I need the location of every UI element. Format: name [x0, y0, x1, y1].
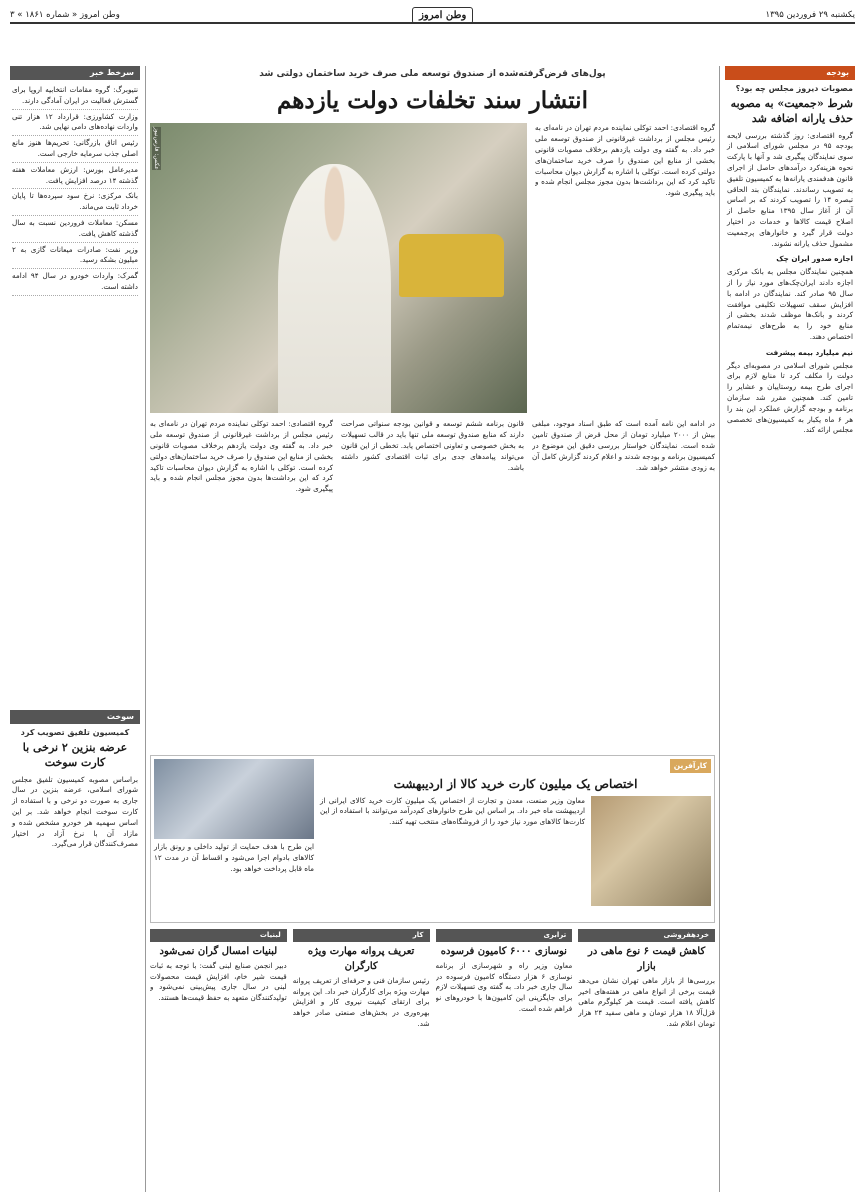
block-label: لبنیات — [150, 929, 287, 942]
list-item: وزیر نفت: صادرات میعانات گازی به ۲ میلیون بشکه رسید. — [12, 243, 138, 270]
list-item: وزارت کشاورزی: قرارداد ۱۲ هزار تنی واردات نهاده‌های دامی نهایی شد. — [12, 110, 138, 137]
article-body: گروه اقتصادی: احمد توکلی نماینده مردم تهران در نامه‌ای به رئیس مجلس از برداشت غیرقانونی از صندوق توسعه ملی خبر داد. به گفته وی دولت یازدهم برخلاف مصوبات قانونی بخشی از منابع این صندوق را صرف خرید ساختمان‌های دولتی کرده است. توکلی با اشاره به گزارش دیوان محاسبات تاکید کرد که این برداشت‌ها بدون مجوز مجلس انجام شده و باید پیگیری شود. — [150, 419, 333, 494]
page-date: یکشنبه ۲۹ فروردین ۱۳۹۵ — [765, 9, 855, 20]
list-item: نتیوبرگ: گروه مقامات انتخابیه اروپا برای گسترش فعالیت در ایران آمادگی دارند. — [12, 83, 138, 110]
card-photo — [154, 759, 314, 839]
bottom-strip — [150, 929, 715, 1192]
list-item: مسکن: معاملات فروردین نسبت به سال گذشته کاهش یافت. — [12, 216, 138, 243]
column-divider — [719, 66, 720, 1192]
article-body: گروه اقتصادی: احمد توکلی نماینده مردم تهران در نامه‌ای به رئیس مجلس از برداشت غیرقانونی از صندوق توسعه ملی خبر داد. به گفته وی دولت یازدهم برخلاف مصوبات قانونی بخشی از منابع این صندوق را صرف خرید ساختمان‌های دولتی کرده است. توکلی با اشاره به گزارش دیوان محاسبات تاکید کرد که این برداشت‌ها بدون مجوز مجلس انجام شده و باید پیگیری شود. — [535, 123, 715, 198]
main-story-area — [150, 66, 715, 1192]
block-title: تعریف پروانه مهارت ویژه کارگران — [307, 945, 415, 972]
article-headline: عرضه بنزین ۲ نرخی با کارت سوخت — [22, 741, 128, 769]
article-kicker: کمیسیون تلفیق تصویب کرد — [20, 728, 130, 737]
news-block — [293, 929, 430, 1192]
block-body: رئیس سازمان فنی و حرفه‌ای از تعریف پروانه مهارت ویژه برای کارگران خبر داد. این پروانه برای ارتقای کیفیت نیروی کار و افزایش بهره‌وری در بخش‌های صنعتی صادر خواهد شد. — [292, 975, 430, 1029]
section-label: بودجه — [725, 66, 855, 80]
issue-number: وطن امروز « شماره ۱۸۶۱ » ۳ — [10, 9, 120, 20]
section-label: سوخت — [10, 710, 140, 724]
news-block — [150, 929, 287, 1192]
main-kicker: پول‌های قرض‌گرفته‌شده از صندوق توسعه ملی صرف خرید ساختمان دولتی شد — [259, 69, 606, 79]
card-label: کارآفرین — [670, 759, 711, 772]
right-column — [725, 66, 855, 1192]
card-title: اختصاص یک میلیون کارت خرید کالا از اردیبهشت — [393, 776, 638, 791]
news-block — [578, 929, 715, 1192]
article-subhead: اجازه صدور ایران چک — [776, 254, 853, 264]
news-block — [436, 929, 573, 1192]
article-headline: شرط «جمعیت» به مصوبه حذف یارانه اضافه شد — [730, 97, 853, 125]
block-label: ترابری — [436, 929, 573, 942]
article-body: مجلس شورای اسلامی در مصوبه‌ای دیگر دولت را مکلف کرد تا منابع لازم برای اجرای طرح بیمه روستاییان و عشایر را تامین کند. همچنین مقرر شد سازمان برنامه و بودجه گزارش عملکرد این بند را هر ۶ ماه یکبار به کمیسیون‌های تخصصی مجلس ارائه کند. — [727, 360, 854, 435]
block-title: لبنیات امسال گران نمی‌شود — [159, 945, 278, 957]
left-column — [10, 66, 140, 1192]
paper-logo: وطن امروز — [412, 7, 473, 24]
block-body: دبیر انجمن صنایع لبنی گفت: با توجه به ثبات قیمت شیر خام، افزایش قیمت محصولات لبنی در سال جاری پیش‌بینی نمی‌شود و تولیدکنندگان متعهد به حفظ قیمت‌ها هستند. — [150, 960, 287, 1003]
article-subhead: نیم میلیارد بیمه پیشرفت — [765, 347, 853, 357]
main-headline: انتشار سند تخلفات دولت یازدهم — [277, 86, 588, 114]
block-label: خردهفروشی — [578, 929, 715, 942]
list-item: بانک مرکزی: نرخ سود سپرده‌ها تا پایان خرداد ثابت می‌ماند. — [12, 189, 138, 216]
photo-caption: عکس: فارس‌نیوز — [153, 127, 160, 171]
feature-card — [150, 755, 715, 923]
card-body: معاون وزیر صنعت، معدن و تجارت از اختصاص یک میلیون کارت خرید کالای ایرانی از اردیبهشت ماه خبر داد. بر اساس این طرح خانوارهای کم‌درآمد می‌توانند با استفاده از این کارت‌ها کالاهای مورد نیاز خود را از فروشگاه‌های منتخب تهیه کنند. — [320, 795, 585, 827]
column-divider — [145, 66, 146, 1192]
article-kicker: مصوبات دیروز مجلس چه بود؟ — [735, 84, 853, 93]
block-body: معاون وزیر راه و شهرسازی از برنامه نوسازی ۶ هزار دستگاه کامیون فرسوده در سال جاری خبر داد. به گفته وی تسهیلات لازم برای جایگزینی این کامیون‌ها با خودروهای نو فراهم شده است. — [435, 960, 573, 1014]
masthead — [10, 8, 855, 24]
block-title: نوسازی ۶۰۰۰ کامیون فرسوده — [440, 945, 567, 957]
article-body: براساس مصوبه کمیسیون تلفیق مجلس شورای اسلامی، عرضه بنزین در سال جاری به صورت دو نرخی و با استفاده از کارت سوخت انجام خواهد شد. بر این اساس سهمیه هر خودرو مشخص شده و مازاد آن با نرخ آزاد در اختیار مصرف‌کنندگان قرار می‌گیرد. — [12, 774, 138, 849]
main-photo — [150, 123, 527, 413]
section-label: سرخط خبر — [10, 66, 140, 80]
list-item: رئیس اتاق بازرگانی: تحریم‌ها هنوز مانع اصلی جذب سرمایه خارجی است. — [12, 136, 138, 163]
article-body: گروه اقتصادی: روز گذشته بررسی لایحه بودجه ۹۵ در مجلس شورای اسلامی از سوی نمایندگان پیگیری شد و آنها با پارکت نحوه هزینه‌کرد درآمدهای حاصل از اجرای قانون هدفمندی یارانه‌ها به کمیسیون تلفیق به تصویب رساندند. نمایندگان بند الحاقی تبصره ۱۴ را تصویب کردند که بر اساس آن از آغاز سال ۱۳۹۵ منابع حاصل از اصلاح قیمت کالاها و خدمات در اختیار دولت قرار گیرد و خانوارهای پرجمعیت مشمول حذف یارانه نشوند. — [727, 130, 853, 248]
list-item: مدیرعامل بورس: ارزش معاملات هفته گذشته ۱۴ درصد افزایش یافت. — [12, 163, 138, 190]
article-body: قانون برنامه ششم توسعه و قوانین بودجه سنواتی صراحت دارند که منابع صندوق توسعه ملی تنها باید در قالب تسهیلات به بخش خصوصی و تعاونی اختصاص یابد. تخطی از این قانون می‌تواند پیامدهای جدی برای ثبات اقتصادی کشور داشته باشد. — [341, 419, 524, 472]
block-label: کار — [293, 929, 430, 942]
card-body: این طرح با هدف حمایت از تولید داخلی و رونق بازار کالاهای بادوام اجرا می‌شود و اقساط آن در مدت ۱۲ ماه قابل پرداخت خواهد بود. — [154, 842, 314, 873]
block-body: بررسی‌ها از بازار ماهی تهران نشان می‌دهد قیمت برخی از انواع ماهی در هفته‌های اخیر کاهش یافته است. قیمت هر کیلوگرم ماهی قزل‌آلا ۱۸ هزار تومان و ماهی سفید ۲۴ هزار تومان اعلام شد. — [578, 975, 715, 1029]
article-body: در ادامه این نامه آمده است که طبق اسناد موجود، مبلغی بیش از ۲۰۰۰ میلیارد تومان از محل قرض از صندوق تامین شده است. نمایندگان خواستار بررسی دقیق این موضوع در کمیسیون برنامه و بودجه شدند و اعلام کردند گزارش کامل آن به زودی منتشر خواهد شد. — [532, 419, 715, 472]
card-photo — [591, 796, 711, 906]
news-brief-list — [10, 80, 140, 710]
person-figure — [278, 164, 391, 413]
block-title: کاهش قیمت ۶ نوع ماهی در بازار — [588, 945, 706, 972]
article-body: همچنین نمایندگان مجلس به بانک مرکزی اجازه دادند ایران‌چک‌های مورد نیاز را از سال ۹۵ صادر کند. نمایندگان در ادامه با افزایش سقف تسهیلات تکلیفی موافقت کردند و بانک‌ها موظف شدند بخشی از منابع خود را به طرح‌های نیمه‌تمام اختصاص دهند. — [727, 267, 853, 342]
taxi-shape — [399, 234, 505, 298]
list-item: گمرک: واردات خودرو در سال ۹۴ ادامه داشته است. — [12, 269, 138, 296]
